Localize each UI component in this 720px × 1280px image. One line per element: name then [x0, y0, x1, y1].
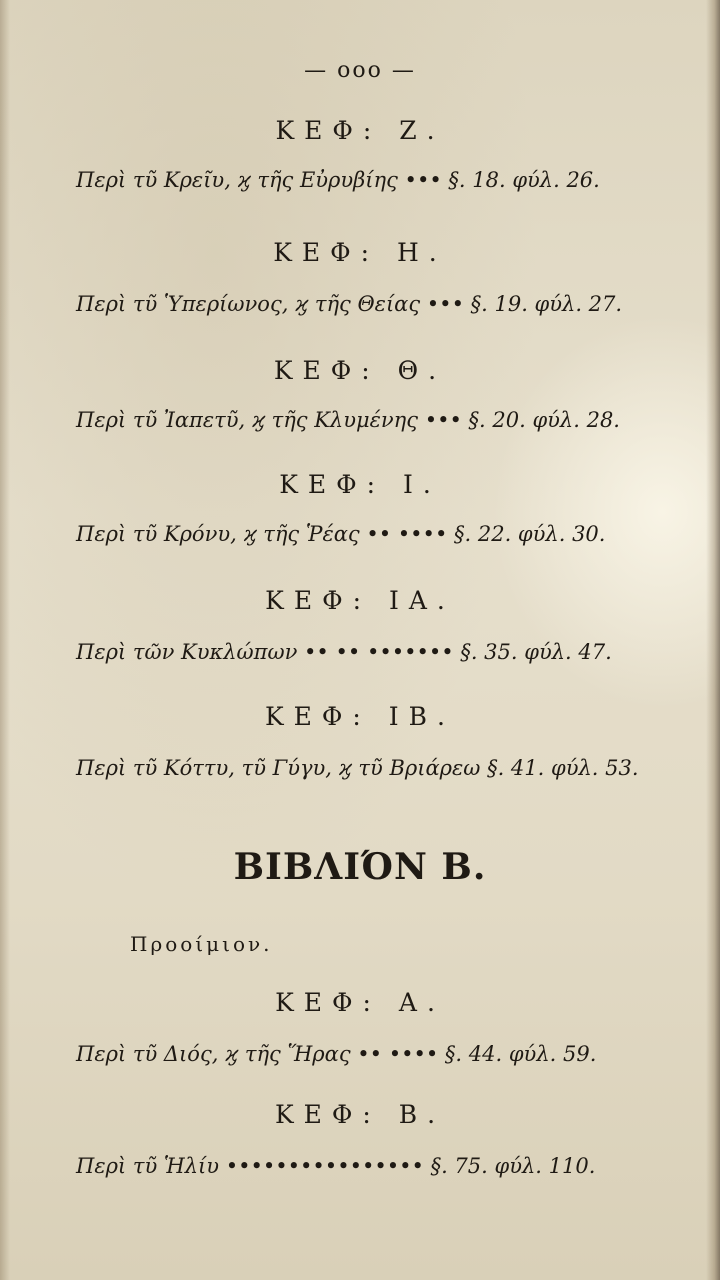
chapter-heading: ΚΕΦ: Η. [273, 238, 447, 267]
page-right-shadow [706, 0, 720, 1280]
book-title: ΒΙΒΛΙΌΝ Β. [233, 846, 487, 888]
toc-entry: Περὶ τῦ Διός, ϗ τῆς Ἥρας •• •••• §. 44. φύλ. 59. [76, 1042, 597, 1066]
chapter-heading: ΚΕΦ: Α. [275, 988, 445, 1017]
toc-entry: Περὶ τῦ Κρεῖυ, ϗ τῆς Εὐρυβίης ••• §. 18. φύλ. 26. [76, 168, 600, 192]
toc-entry: Περὶ τῦ Κόττυ, τῦ Γύγυ, ϗ τῦ Βριάρεω §. 41. φύλ. 53. [76, 756, 639, 780]
chapter-heading: ΚΕΦ: ΙΒ. [265, 702, 455, 731]
toc-entry: Περὶ τῦ Ἰαπετῦ, ϗ τῆς Κλυμένης ••• §. 20. φύλ. 28. [76, 408, 620, 432]
prooimion-label: Προοίμιον. [130, 932, 273, 956]
page-number: — ooo — [304, 58, 416, 83]
chapter-heading: ΚΕΦ: Β. [274, 1100, 446, 1129]
toc-entry: Περὶ τῦ Ἡλίυ •••••••••••••••• §. 75. φύλ. 110. [76, 1154, 596, 1178]
chapter-heading: ΚΕΦ: Ζ. [275, 116, 445, 145]
toc-entry: Περὶ τῦ Ὑπερίωνος, ϗ τῆς Θείας ••• §. 19. φύλ. 27. [76, 292, 623, 316]
toc-entry: Περὶ τῶν Κυκλώπων •• •• ••••••• §. 35. φύλ. 47. [76, 640, 612, 664]
chapter-heading: ΚΕΦ: ΙΑ. [265, 586, 455, 615]
toc-entry: Περὶ τῦ Κρόνυ, ϗ τῆς Ῥέας •• •••• §. 22. φύλ. 30. [76, 522, 606, 546]
page-left-shadow [0, 0, 10, 1280]
chapter-heading: ΚΕΦ: Ι. [279, 470, 441, 499]
chapter-heading: ΚΕΦ: Θ. [273, 356, 447, 385]
